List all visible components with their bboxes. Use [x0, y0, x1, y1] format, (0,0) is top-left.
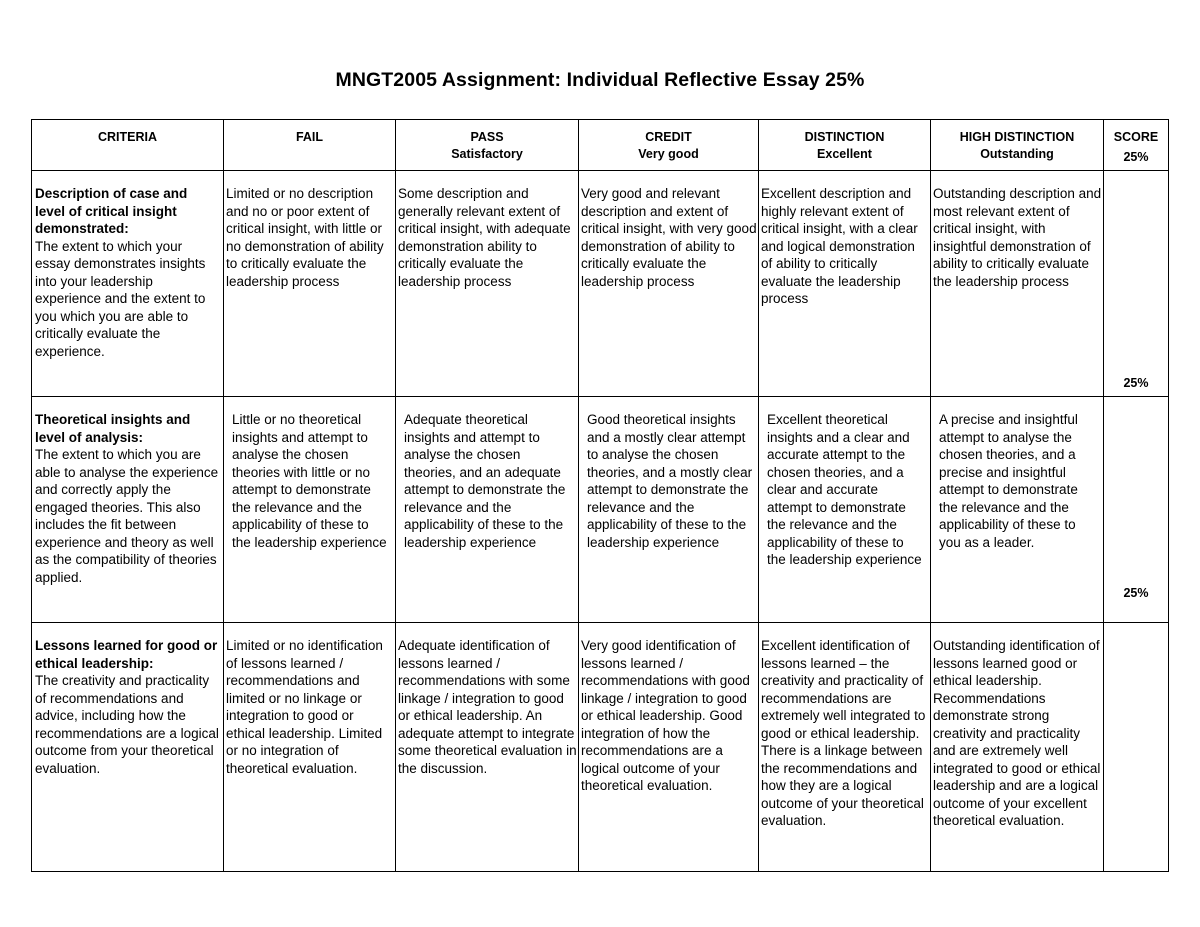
- fail-text: Limited or no description and no or poor extent of critical insight, with little or no demonstration of ability to critically evaluate the leadership process: [226, 186, 384, 289]
- pass-cell: [396, 623, 579, 872]
- table-row: [32, 397, 1169, 623]
- pass-cell: [396, 171, 579, 397]
- header-pass-label: PASS: [470, 130, 504, 144]
- header-fail: [224, 120, 396, 171]
- criteria-description: The extent to which you are able to analyse the experience and correctly apply the engaged theories. This also includes the fit between experience and theory as well as the compatibility of theories applied.: [35, 447, 219, 585]
- rubric-table: [31, 119, 1169, 872]
- header-score-label: SCORE: [1113, 130, 1159, 144]
- credit-cell: [579, 623, 759, 872]
- pass-text: Some description and generally relevant extent of critical insight, with adequate demonstration ability to critically evaluate the leadership process: [398, 186, 571, 289]
- criteria-description: The extent to which your essay demonstrates insights into your leadership experience and the extent to you which you are able to critically evaluate the experience.: [35, 238, 206, 359]
- credit-cell: [579, 397, 759, 623]
- header-pass-sublabel: Satisfactory: [451, 147, 523, 161]
- header-distinction-sublabel: Excellent: [817, 147, 872, 161]
- distinction-text: Excellent description and highly relevant extent of critical insight, with a clear and logical demonstration of ability to critically evaluate the leadership process: [761, 186, 918, 306]
- fail-cell: [224, 397, 396, 623]
- high-distinction-cell: [931, 171, 1104, 397]
- high-distinction-cell: [931, 623, 1104, 872]
- header-distinction-label: DISTINCTION: [804, 130, 885, 144]
- high-distinction-text: Outstanding identification of lessons learned good or ethical leadership. Recommendations demonstrate strong creativity and practicality and are extremely well integrated to good or ethical leadership and are a logical outcome of your excellent theoretical evaluation.: [933, 638, 1101, 828]
- header-credit: [579, 120, 759, 171]
- pass-text: Adequate theoretical insights and attempt to analyse the chosen theories, and an adequate attempt to demonstrate the relevance and the applicability of these to the leadership experience: [404, 412, 566, 550]
- header-distinction: [759, 120, 931, 171]
- high-distinction-text: Outstanding description and most relevant extent of critical insight, with insightful demonstration of ability to critically evaluate the leadership process: [933, 186, 1102, 289]
- table-row: [32, 171, 1169, 397]
- pass-text: Adequate identification of lessons learned / recommendations with some linkage / integration to good or ethical leadership. An adequate attempt to integrate some theoretical evaluation in the discussion.: [398, 638, 577, 776]
- criteria-title: Lessons learned for good or ethical leadership:: [35, 638, 218, 671]
- distinction-cell: [759, 623, 931, 872]
- criteria-cell: [32, 397, 224, 623]
- header-hd-label: HIGH DISTINCTION: [959, 130, 1075, 144]
- score-cell: [1104, 586, 1169, 872]
- header-credit-sublabel: Very good: [638, 147, 699, 161]
- criteria-description: The creativity and practicality of recommendations and advice, including how the recommendations are a logical outcome from your theoretical evaluation.: [35, 673, 219, 776]
- score-value: 25%: [1123, 150, 1149, 164]
- credit-text: Very good and relevant description and extent of critical insight, with very good demonstration of ability to critically evaluate the leadership process: [581, 186, 757, 289]
- score-cell: [1104, 150, 1169, 397]
- header-pass: [396, 120, 579, 171]
- credit-text: Good theoretical insights and a mostly clear attempt to analyse the chosen theories, and a mostly clear attempt to demonstrate the relevance and the applicability of these to the leadership experience: [587, 412, 753, 550]
- credit-text: Very good identification of lessons learned / recommendations with good linkage / integration to good or ethical leadership. Good integration of how the recommendations are a logical outcome of your theoretical evaluation.: [581, 638, 750, 793]
- criteria-title: Theoretical insights and level of analysis:: [35, 412, 191, 445]
- distinction-text: Excellent identification of lessons learned – the creativity and practicality of recommendations are extremely well integrated to good or ethical leadership. There is a linkage between the recommendations and how they are a logical outcome of your theoretical evaluation.: [761, 638, 926, 828]
- header-fail-label: FAIL: [295, 130, 324, 144]
- distinction-cell: [759, 171, 931, 397]
- header-criteria: [32, 120, 224, 171]
- distinction-cell: [759, 397, 931, 623]
- header-high-distinction: [931, 120, 1104, 171]
- fail-cell: [224, 171, 396, 397]
- high-distinction-cell: [931, 397, 1104, 623]
- header-row: [32, 120, 1169, 171]
- score-value: 25%: [1123, 586, 1149, 600]
- pass-cell: [396, 397, 579, 623]
- criteria-cell: [32, 623, 224, 872]
- score-value: 25%: [1123, 376, 1149, 390]
- credit-cell: [579, 171, 759, 397]
- header-criteria-label: CRITERIA: [97, 130, 158, 144]
- fail-cell: [224, 623, 396, 872]
- fail-text: Limited or no identification of lessons learned / recommendations and limited or no linkage or integration to good or ethical leadership. Limited or no integration of theoretical evaluation.: [226, 638, 383, 776]
- page-title: MNGT2005 Assignment: Individual Reflective Essay 25%: [335, 69, 865, 91]
- header-credit-label: CREDIT: [645, 130, 692, 144]
- header-hd-sublabel: Outstanding: [980, 147, 1054, 161]
- table-row: [32, 623, 1169, 872]
- criteria-title: Description of case and level of critical insight demonstrated:: [35, 186, 188, 236]
- fail-text: Little or no theoretical insights and attempt to analyse the chosen theories with little or no attempt to demonstrate the relevance and the applicability of these to the leadership experience: [232, 412, 387, 550]
- high-distinction-text: A precise and insightful attempt to analyse the chosen theories, and a precise and insightful attempt to demonstrate the relevance and the applicability of these to you as a leader.: [939, 412, 1078, 550]
- criteria-cell: [32, 171, 224, 397]
- distinction-text: Excellent theoretical insights and a clear and accurate attempt to the chosen theories, and a clear and accurate attempt to demonstrate the relevance and the applicability of these to the leadership experience: [767, 412, 922, 567]
